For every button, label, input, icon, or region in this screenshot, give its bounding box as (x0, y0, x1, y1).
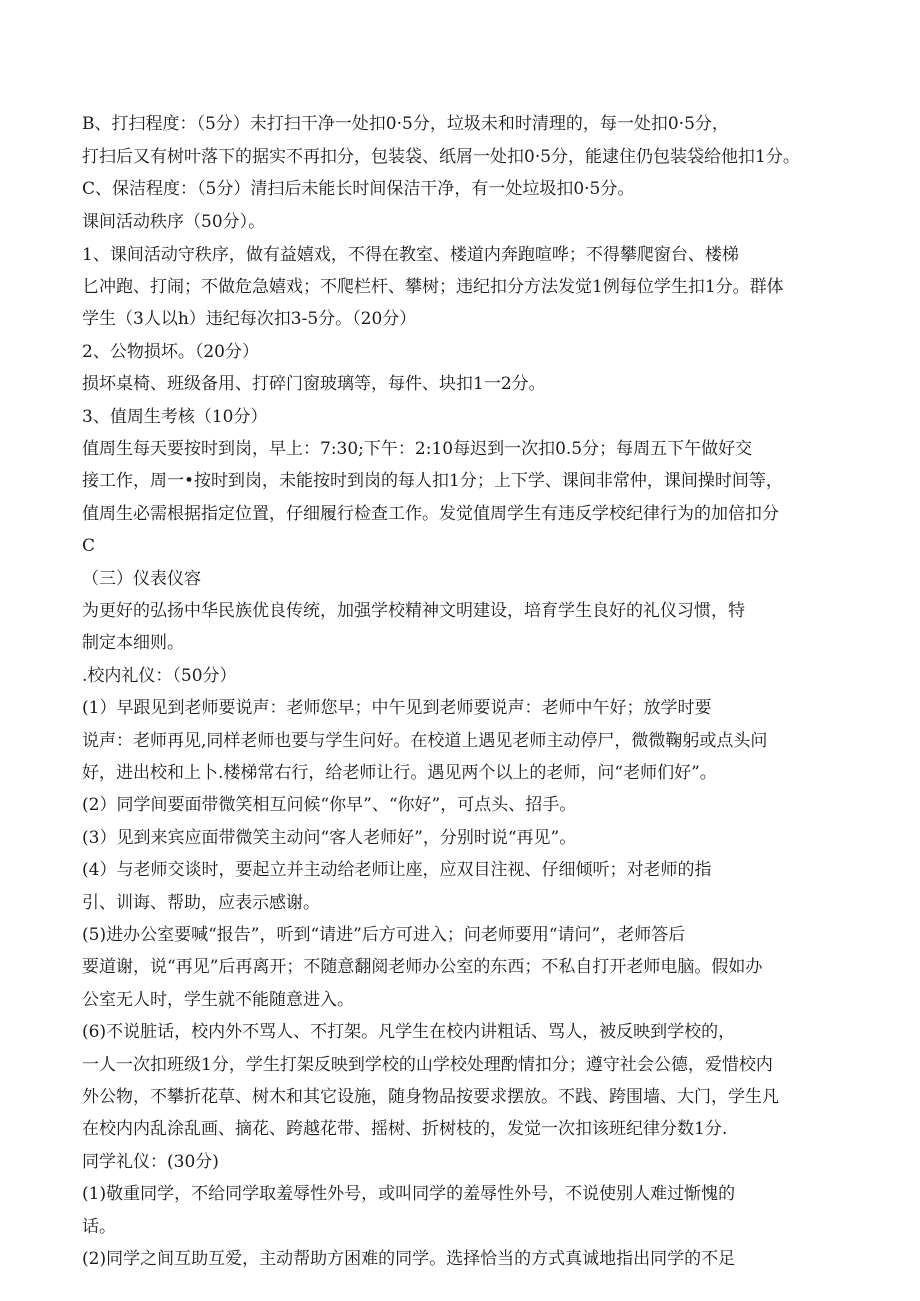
text-line: (2)同学之间互助互爱，主动帮助方困难的同学。选择恰当的方式真诚地指出同学的不足 (82, 1249, 736, 1269)
text-line: (1)敬重同学，不给同学取羞辱性外号，或叫同学的羞辱性外号，不说使别人难过惭愧的 (82, 1184, 736, 1204)
text-line: 要道谢，说“再见”后再离开；不随意翻阅老师办公室的东西；不私自打开老师电脑。假如办 (82, 957, 763, 977)
section-heading: （三）仪表仪容 (82, 569, 201, 589)
text-line: (6)不说脏话，校内外不骂人、不打架。凡学生在校内讲粗话、骂人，被反映到学校的， (82, 1022, 736, 1042)
section-heading: 同学礼仪：(30分) (82, 1152, 219, 1172)
text-line: 引、训诲、帮助，应表示感谢。 (82, 893, 320, 913)
text-line: 一人一次扣班级1分，学生打架反映到学校的山学校处理酌情扣分；遵守社会公德，爱惜校内 (82, 1055, 773, 1075)
text-line: 2、公物损坏。（20分） (82, 342, 259, 362)
text-line: C、保洁程度：（5分）清扫后未能长时间保洁干净，有一处垃圾扣0·5分。 (82, 179, 635, 199)
section-heading: 课间活动秩序（50分）。 (82, 212, 266, 232)
text-line: 在校内内乱涂乱画、摘花、跨越花带、摇树、折树枝的，发觉一次扣该班纪律分数1分. (82, 1119, 728, 1139)
text-line: 话。 (82, 1217, 116, 1237)
text-line: 损坏桌椅、班级备用、打碎门窗玻璃等，每件、块扣1一2分。 (82, 374, 546, 394)
text-line: 1、课间活动守秩序，做有益嬉戏，不得在教室、楼道内奔跑喧哗；不得攀爬窗台、楼梯 (82, 245, 739, 265)
text-line: (3）见到来宾应面带微笑主动问“客人老师好”，分别时说“再见”。 (82, 828, 577, 848)
text-line: 接工作，周一•按时到岗，未能按时到岗的每人扣1分；上下学、课间非常仲，课间操时间等， (82, 471, 783, 491)
text-line: 制定本细则。 (82, 633, 184, 653)
text-line: 公室无人时，学生就不能随意进入。 (82, 990, 354, 1010)
text-line: 说声：老师再见,同样老师也要与学生问好。在校道上遇见老师主动停尸，微微鞠躬或点头问 (82, 731, 768, 751)
section-heading: .校内礼仪：（50分） (82, 666, 237, 686)
text-line: 匕冲跑、打闹；不做危急嬉戏；不爬栏杆、攀树；违纪扣分方法发觉1例每位学生扣1分。群体 (82, 277, 784, 297)
text-line: C (82, 536, 96, 556)
text-line: 外公物，不攀折花草、树木和其它设施，随身物品按要求摆放。不践、跨围墙、大门，学生凡 (82, 1087, 779, 1107)
text-line: 值周生每天要按时到岗，早上：7:30;下午：2:10每迟到一次扣0.5分；每周五下午做好交 (82, 439, 753, 459)
text-line: (5)进办公室要喊“报告”，听到“请进”后方可进入；问老师要用“请问”，老师答后 (82, 925, 686, 945)
text-line: (4）与老师交谈时，要起立并主动给老师让座，应双目注视、仔细倾听；对老师的指 (82, 860, 712, 880)
text-line: (2）同学间要面带微笑相互问候“你早”、“你好”，可点头、招手。 (82, 795, 577, 815)
text-line: 值周生必需根据指定位置，仔细履行检查工作。发觉值周学生有违反学校纪律行为的加倍扣分 (82, 504, 779, 524)
text-line: 打扫后又有树叶落下的据实不再扣分，包装袋、纸屑一处扣0·5分，能逮住仍包装袋给他扣1分。 (82, 147, 800, 167)
text-line: 为更好的弘扬中华民族优良传统，加强学校精神文明建设，培育学生良好的礼仪习惯，特 (82, 601, 745, 621)
text-line: 学生（3人以h）违纪每次扣3-5分。（20分） (82, 309, 417, 329)
text-line: B、打扫程度：（5分）未打扫干净一处扣0·5分，垃圾未和时清理的，每一处扣0·5分， (82, 114, 729, 134)
text-line: 3、值周生考核（10分） (82, 407, 268, 427)
text-line: (1）早跟见到老师要说声：老师您早；中午见到老师要说声：老师中午好；放学时要 (82, 698, 712, 718)
text-line: 好，进出校和上卜.楼梯常右行，给老师让行。遇见两个以上的老师，问“老师们好”。 (82, 763, 717, 783)
